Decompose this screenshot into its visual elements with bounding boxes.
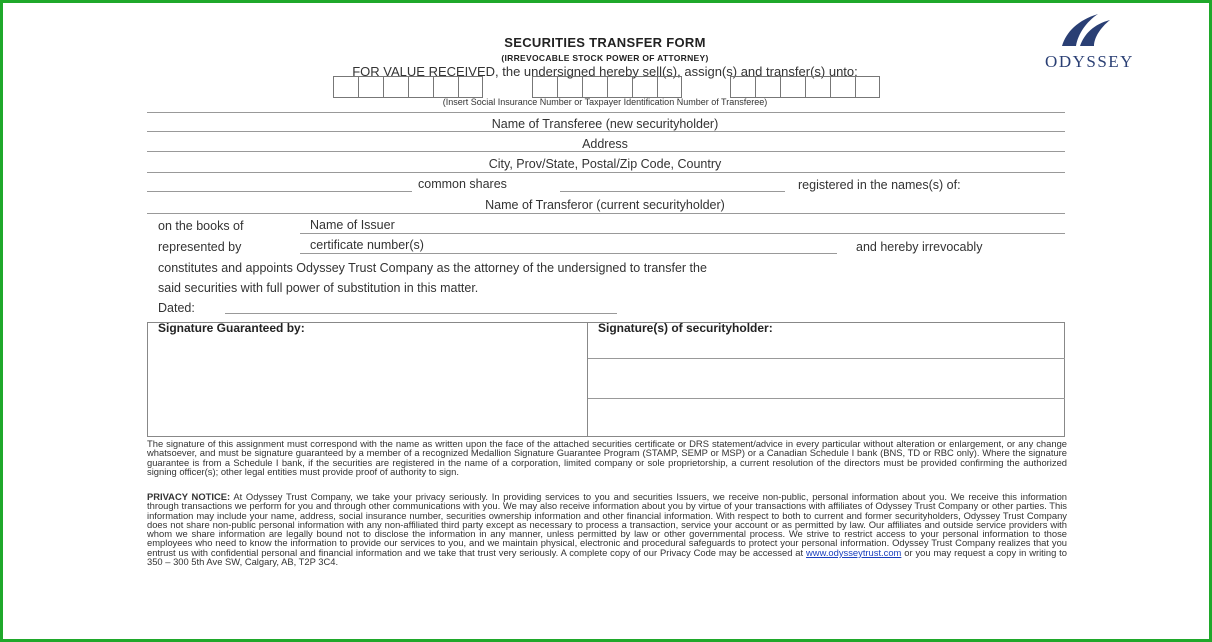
odyssey-logo <box>1022 10 1157 71</box>
guarantee-stamp-area[interactable] <box>148 323 586 436</box>
certificate-label: certificate number(s) <box>310 238 424 252</box>
share-count-line[interactable] <box>147 191 412 192</box>
assignment-notice: The signature of this assignment must correspond with the name as written upon the face of the attached securities certificate or DRS statement/advice in every particular without alteration or enlargement, or any change whatsoever, and must be signature guaranteed by a member of a recognized Medallion Signature Guarantee Program (STAMP, SEMP or MSP) or a Canadian Schedule I bank (BNS, TD or RBC only). Where the signature guarantee is from a Schedule I bank, if the securities are registered in the name of a corporation, limited company or sole proprietorship, a current resolution of the directors must be provided confirming the authorized signing officer(s); other legal entities must provide proof of authority to sign. <box>147 438 1067 477</box>
city-bottom-line <box>147 172 1065 173</box>
sin-digit-box[interactable] <box>458 76 483 98</box>
constitutes-text: constitutes and appoints Odyssey Trust Company as the attorney of the undersigned to transfer the <box>158 261 707 275</box>
insert-sin-note: (Insert Social Insurance Number or Taxpayer Identification Number of Transferee) <box>442 97 768 107</box>
sin-digit-box[interactable] <box>383 76 408 98</box>
certificate-line[interactable] <box>300 253 837 254</box>
sin-digit-box[interactable] <box>657 76 682 98</box>
sin-digit-box[interactable] <box>582 76 607 98</box>
sin-digit-box[interactable] <box>358 76 383 98</box>
privacy-tail: or you may request a copy in writing to 350 – 300 5th Ave SW, Calgary, AB, T2P 3C4. <box>147 546 1068 568</box>
common-shares-label: common shares <box>418 177 507 191</box>
dated-line[interactable] <box>225 313 617 314</box>
sin-digit-box[interactable] <box>433 76 458 98</box>
transferor-line[interactable] <box>147 213 1065 214</box>
represented-label: represented by <box>158 240 242 254</box>
logo-text: ODYSSEY <box>1045 52 1134 71</box>
sin-digit-box[interactable] <box>632 76 657 98</box>
said-securities-text: said securities with full power of substitution in this matter. <box>158 281 479 295</box>
sin-digit-box[interactable] <box>557 76 582 98</box>
signature-holder-label: Signature(s) of securityholder: <box>598 321 773 335</box>
privacy-notice <box>147 492 1067 566</box>
transferee-name-line[interactable] <box>147 112 1065 113</box>
signature-guaranteed-label: Signature Guaranteed by: <box>158 321 305 335</box>
dated-label: Dated: <box>158 301 195 315</box>
issuer-label: Name of Issuer <box>310 218 395 232</box>
transferor-label: Name of Transferor (current securityholder) <box>485 198 725 212</box>
share-class-line[interactable] <box>560 191 785 192</box>
holder-signature-line-1[interactable] <box>588 358 1065 359</box>
odyssey-swoosh-icon <box>1052 10 1122 48</box>
sin-digit-box[interactable] <box>830 76 855 98</box>
sin-box-group-3 <box>730 76 880 98</box>
city-label: City, Prov/State, Postal/Zip Code, Country <box>488 157 722 171</box>
privacy-heading: PRIVACY NOTICE: <box>147 491 231 502</box>
sin-digit-box[interactable] <box>755 76 780 98</box>
irrevocably-label: and hereby irrevocably <box>856 240 983 254</box>
sin-digit-box[interactable] <box>855 76 880 98</box>
sin-box-group-2 <box>532 76 682 98</box>
form-subtitle: (IRREVOCABLE STOCK POWER OF ATTORNEY) <box>501 53 709 63</box>
holder-signature-line-2[interactable] <box>588 398 1065 399</box>
sin-digit-box[interactable] <box>607 76 632 98</box>
privacy-body: At Odyssey Trust Company, we take your privacy seriously. In providing services to you and securities Issuers, we receive non-public, personal information about you. We receive this information through transactions we perform for you and through other communications with you. We may also receive information about you by virtue of your transactions with affiliates of Odyssey Trust Company or other parties. This information may include your name, address, social insurance number, securities ownership information and other financial information. With respect to both to current and former securityholders, Odyssey Trust Company does not share non-public personal information with any non-affiliated third party except as necessary to process a transaction, service your account or as permitted by law. Our affiliates and outside service providers with whom we share information are legally bound not to disclose the information in any manner, unless permitted by law or other governmental process. We strive to restrict access to your personal information to those employees who need to know the information to provide our services to you, and we maintain physical, electronic and procedural safeguards to protect your personal information. Odyssey Trust Company realizes that you entrust us with confidential personal and financial information and we take that trust very seriously. A complete copy of our Privacy Code may be accessed at <box>147 491 1068 558</box>
city-line[interactable] <box>147 151 1065 152</box>
sin-digit-box[interactable] <box>408 76 433 98</box>
signature-divider <box>587 322 588 437</box>
value-received-text: FOR VALUE RECEIVED, the undersigned hereby sell(s), assign(s) and transfer(s) unto: <box>352 64 858 79</box>
registered-label: registered in the names(s) of: <box>798 178 961 192</box>
sin-digit-box[interactable] <box>532 76 557 98</box>
sin-digit-box[interactable] <box>333 76 358 98</box>
on-books-label: on the books of <box>158 219 244 233</box>
privacy-link[interactable]: www.odysseytrust.com <box>806 546 902 558</box>
sin-digit-box[interactable] <box>805 76 830 98</box>
sin-digit-box[interactable] <box>730 76 755 98</box>
address-label: Address <box>582 137 628 151</box>
address-line[interactable] <box>147 131 1065 132</box>
form-title: SECURITIES TRANSFER FORM <box>504 35 706 50</box>
sin-box-group-1 <box>333 76 483 98</box>
sin-digit-box[interactable] <box>780 76 805 98</box>
transferee-name-label: Name of Transferee (new securityholder) <box>491 117 719 131</box>
issuer-line[interactable] <box>300 233 1065 234</box>
